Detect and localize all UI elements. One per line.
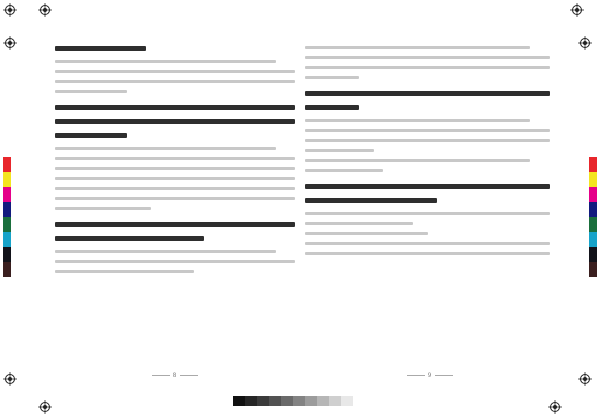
text-line [305,76,359,79]
text-line [55,60,276,63]
text-line [55,177,295,180]
gray-swatch [245,396,257,406]
registration-mark-bottom-left-icon [3,372,17,386]
text-line [55,270,194,273]
color-swatch [3,262,11,277]
gray-swatch [269,396,281,406]
color-swatch [589,187,597,202]
question-heading [305,91,550,96]
gray-swatch [293,396,305,406]
color-swatch [3,172,11,187]
text-line [55,197,295,200]
question-heading [305,184,550,189]
list-item [305,222,413,225]
question-heading [55,222,295,227]
color-swatch [3,247,11,262]
color-swatch [589,157,597,172]
text-line [55,167,295,170]
registration-mark-top-left-2-icon [38,3,52,17]
registration-mark-bottom-right-icon [578,372,592,386]
text-line [305,139,550,142]
text-line [305,129,550,132]
registration-mark-right-upper-icon [578,36,592,50]
color-swatch [589,262,597,277]
registration-mark-left-upper-icon [3,36,17,50]
color-swatch [589,172,597,187]
color-swatch [589,202,597,217]
text-line [55,70,295,73]
text-line [55,157,295,160]
text-line [305,159,530,162]
text-line [305,66,550,69]
list-item [305,252,550,255]
question-heading [55,133,127,138]
gray-swatch [329,396,341,406]
registration-mark-top-right-icon [570,3,584,17]
color-swatch [3,217,11,232]
text-line [55,260,295,263]
gray-swatch [317,396,329,406]
question-heading [305,105,359,110]
page-left [55,46,295,366]
color-swatch [3,157,11,172]
gray-swatch [233,396,245,406]
color-swatch [3,202,11,217]
color-swatch [3,187,11,202]
text-line [55,187,295,190]
question-heading [55,119,295,124]
list-item [305,242,550,245]
page-right [305,46,550,366]
color-calibration-bar-right [589,157,597,277]
text-line [305,56,550,59]
text-line [55,90,127,93]
list-item [305,212,550,215]
color-calibration-bar-left [3,157,11,277]
text-line [305,119,530,122]
registration-mark-top-left-icon [3,3,17,17]
color-swatch [589,217,597,232]
color-swatch [3,232,11,247]
color-swatch [589,232,597,247]
text-line [305,46,530,49]
text-line [55,147,276,150]
question-heading [55,236,204,241]
text-line [55,80,295,83]
text-line [305,169,383,172]
registration-mark-bottom-left-2-icon [38,400,52,414]
page-number-right: 9 [400,372,460,379]
text-line [55,207,151,210]
gray-swatch [341,396,353,406]
gray-swatch [257,396,269,406]
gray-swatch [305,396,317,406]
question-heading [55,105,295,110]
text-line [55,250,276,253]
gray-swatch [281,396,293,406]
registration-mark-bottom-right-2-icon [548,400,562,414]
color-swatch [589,247,597,262]
page-number-left: 8 [145,372,205,379]
gray-calibration-strip [233,396,353,406]
question-heading [305,198,437,203]
question-heading [55,46,146,51]
list-item [305,232,428,235]
text-line [305,149,374,152]
